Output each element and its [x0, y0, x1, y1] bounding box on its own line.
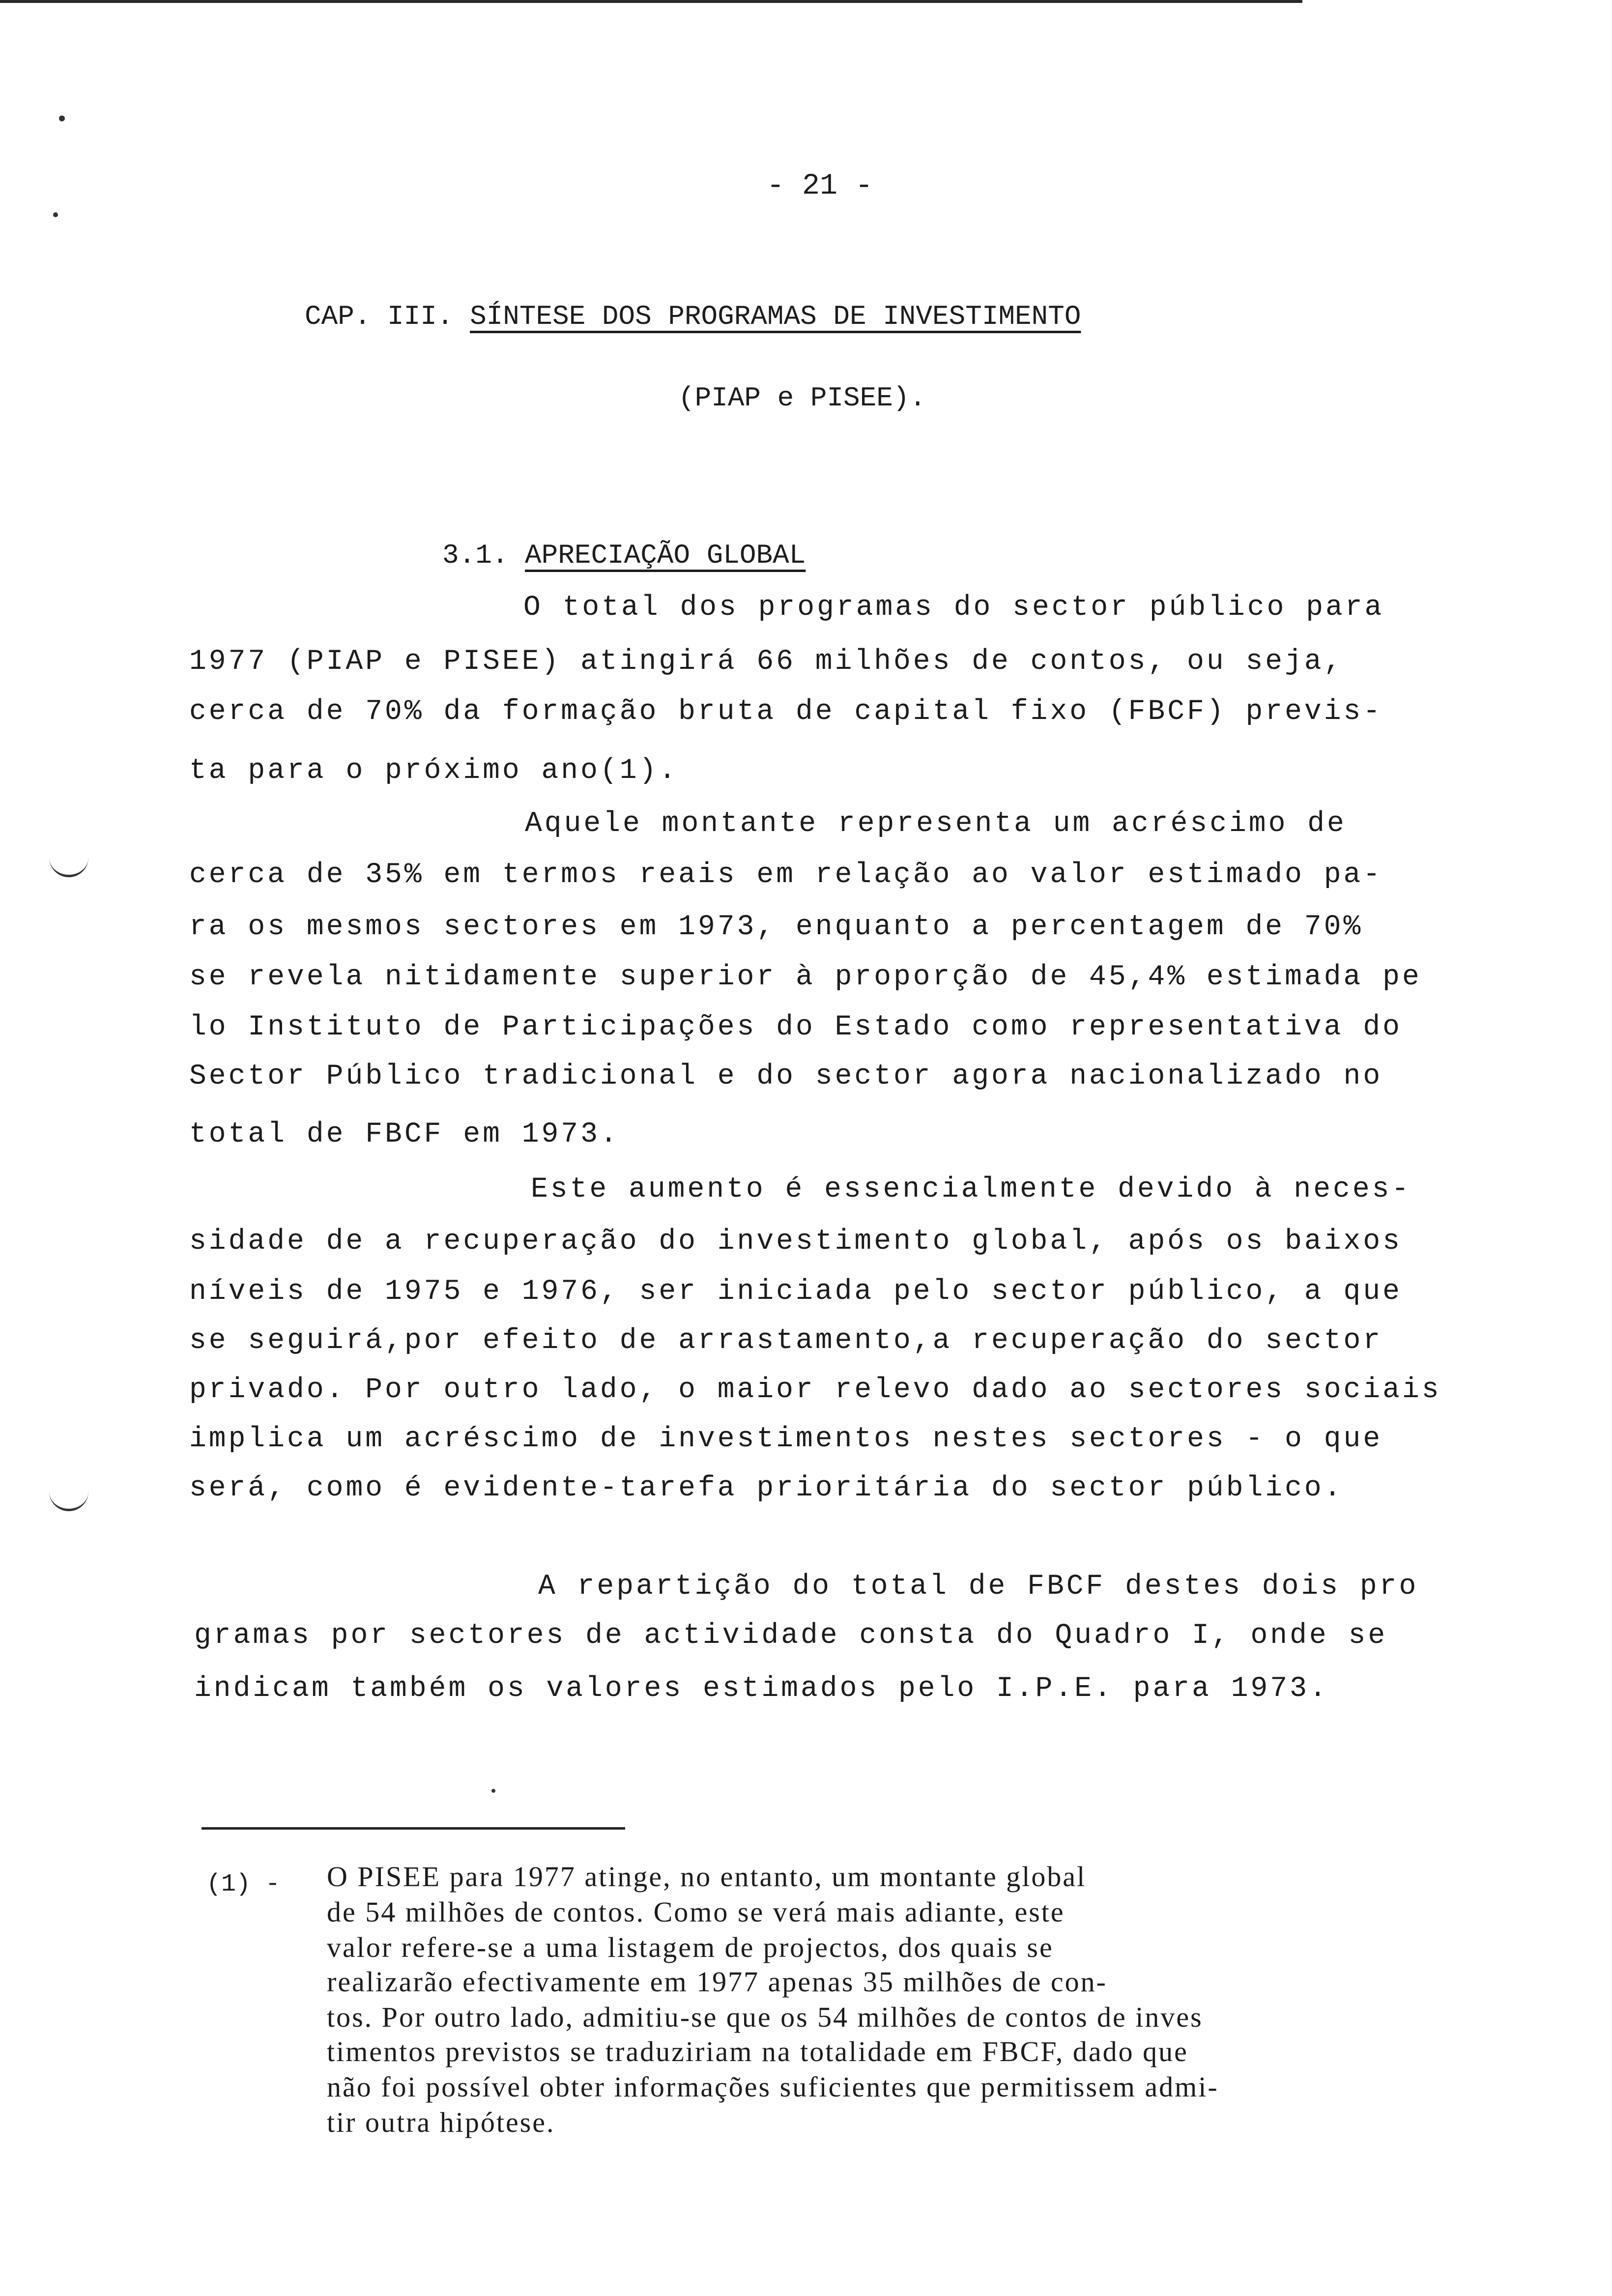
scan-speck	[59, 115, 65, 121]
paragraph-line: cerca de 70% da formação bruta de capital fixo (FBCF) previs-	[189, 696, 1383, 728]
paragraph-line: sidade de a recuperação do investimento global, após os baixos	[189, 1226, 1402, 1258]
paragraph-line: indicam também os valores estimados pelo I.P.E. para 1973.	[194, 1673, 1329, 1705]
paragraph-line: será, como é evidente-tarefa prioritária do sector público.	[189, 1472, 1344, 1504]
paragraph-line: lo Instituto de Participações do Estado como representativa do	[189, 1011, 1402, 1043]
paragraph-line: ta para o próximo ano(1).	[189, 755, 679, 787]
paragraph-line: Este aumento é essencialmente devido à neces-	[531, 1174, 1411, 1205]
paragraph-line: O total dos programas do sector público para	[523, 592, 1384, 624]
page-number: - 21 -	[767, 170, 873, 203]
footnote-separator	[202, 1827, 625, 1830]
paragraph-line: cerca de 35% em termos reais em relação ao valor estimado pa-	[189, 859, 1383, 891]
scan-speck	[53, 212, 58, 217]
paragraph-line: ra os mesmos sectores em 1973, enquanto a percentagem de 70%	[189, 911, 1363, 943]
paragraph-line: níveis de 1975 e 1976, ser iniciada pelo sector público, a que	[189, 1276, 1402, 1308]
margin-mark	[49, 845, 88, 877]
paragraph-line: se revela nitidamente superior à proporção de 45,4% estimada pe	[189, 961, 1422, 993]
footnote-line: não foi possível obter informações suficientes que permitissem admi-	[327, 2071, 1219, 2103]
paragraph-line: 1977 (PIAP e PISEE) atingirá 66 milhões de contos, ou seja,	[189, 646, 1344, 678]
chapter-title-text: SÍNTESE DOS PROGRAMAS DE INVESTIMENTO	[470, 301, 1081, 332]
chapter-title	[305, 301, 1081, 332]
footnote-line: O PISEE para 1977 atinge, no entanto, um montante global	[327, 1861, 1087, 1893]
paragraph-line: privado. Por outro lado, o maior relevo dado ao sectores sociais	[189, 1374, 1441, 1406]
paragraph-line: Sector Público tradicional e do sector agora nacionalizado no	[189, 1061, 1383, 1092]
section-number: 3.1.	[442, 540, 509, 571]
chapter-subtitle: (PIAP e PISEE).	[678, 382, 926, 414]
footnote-line: tos. Por outro lado, admitiu-se que os 54 milhões de contos de inves	[327, 2001, 1203, 2033]
paragraph-line: implica um acréscimo de investimentos nestes sectores - o que	[189, 1423, 1383, 1455]
paragraph-line: A repartição do total de FBCF destes dois pro	[538, 1571, 1419, 1603]
footnote-line: timentos previstos se traduziriam na totalidade em FBCF, dado que	[327, 2036, 1188, 2067]
section-heading	[442, 540, 806, 571]
footnote-line: tir outra hipótese.	[327, 2106, 555, 2138]
paragraph-line: Aquele montante representa um acréscimo de	[525, 808, 1347, 840]
chapter-prefix: CAP. III.	[305, 301, 454, 332]
footnote-line: de 54 milhões de contos. Como se verá mais adiante, este	[327, 1896, 1065, 1928]
paragraph-line: total de FBCF em 1973.	[189, 1119, 620, 1150]
scan-speck	[491, 1789, 495, 1793]
footnote-line: valor refere-se a uma listagem de projectos, dos quais se	[327, 1931, 1054, 1963]
section-title: APRECIAÇÃO GLOBAL	[525, 540, 806, 571]
footnote-line: realizarão efectivamente em 1977 apenas 35 milhões de con-	[327, 1966, 1107, 1998]
paragraph-line: se seguirá,por efeito de arrastamento,a recuperação do sector	[189, 1325, 1383, 1357]
margin-mark	[49, 1479, 88, 1511]
top-border-line	[0, 0, 1302, 3]
footnote-marker: (1) -	[206, 1870, 281, 1898]
paragraph-line: gramas por sectores de actividade consta do Quadro I, onde se	[194, 1620, 1388, 1652]
